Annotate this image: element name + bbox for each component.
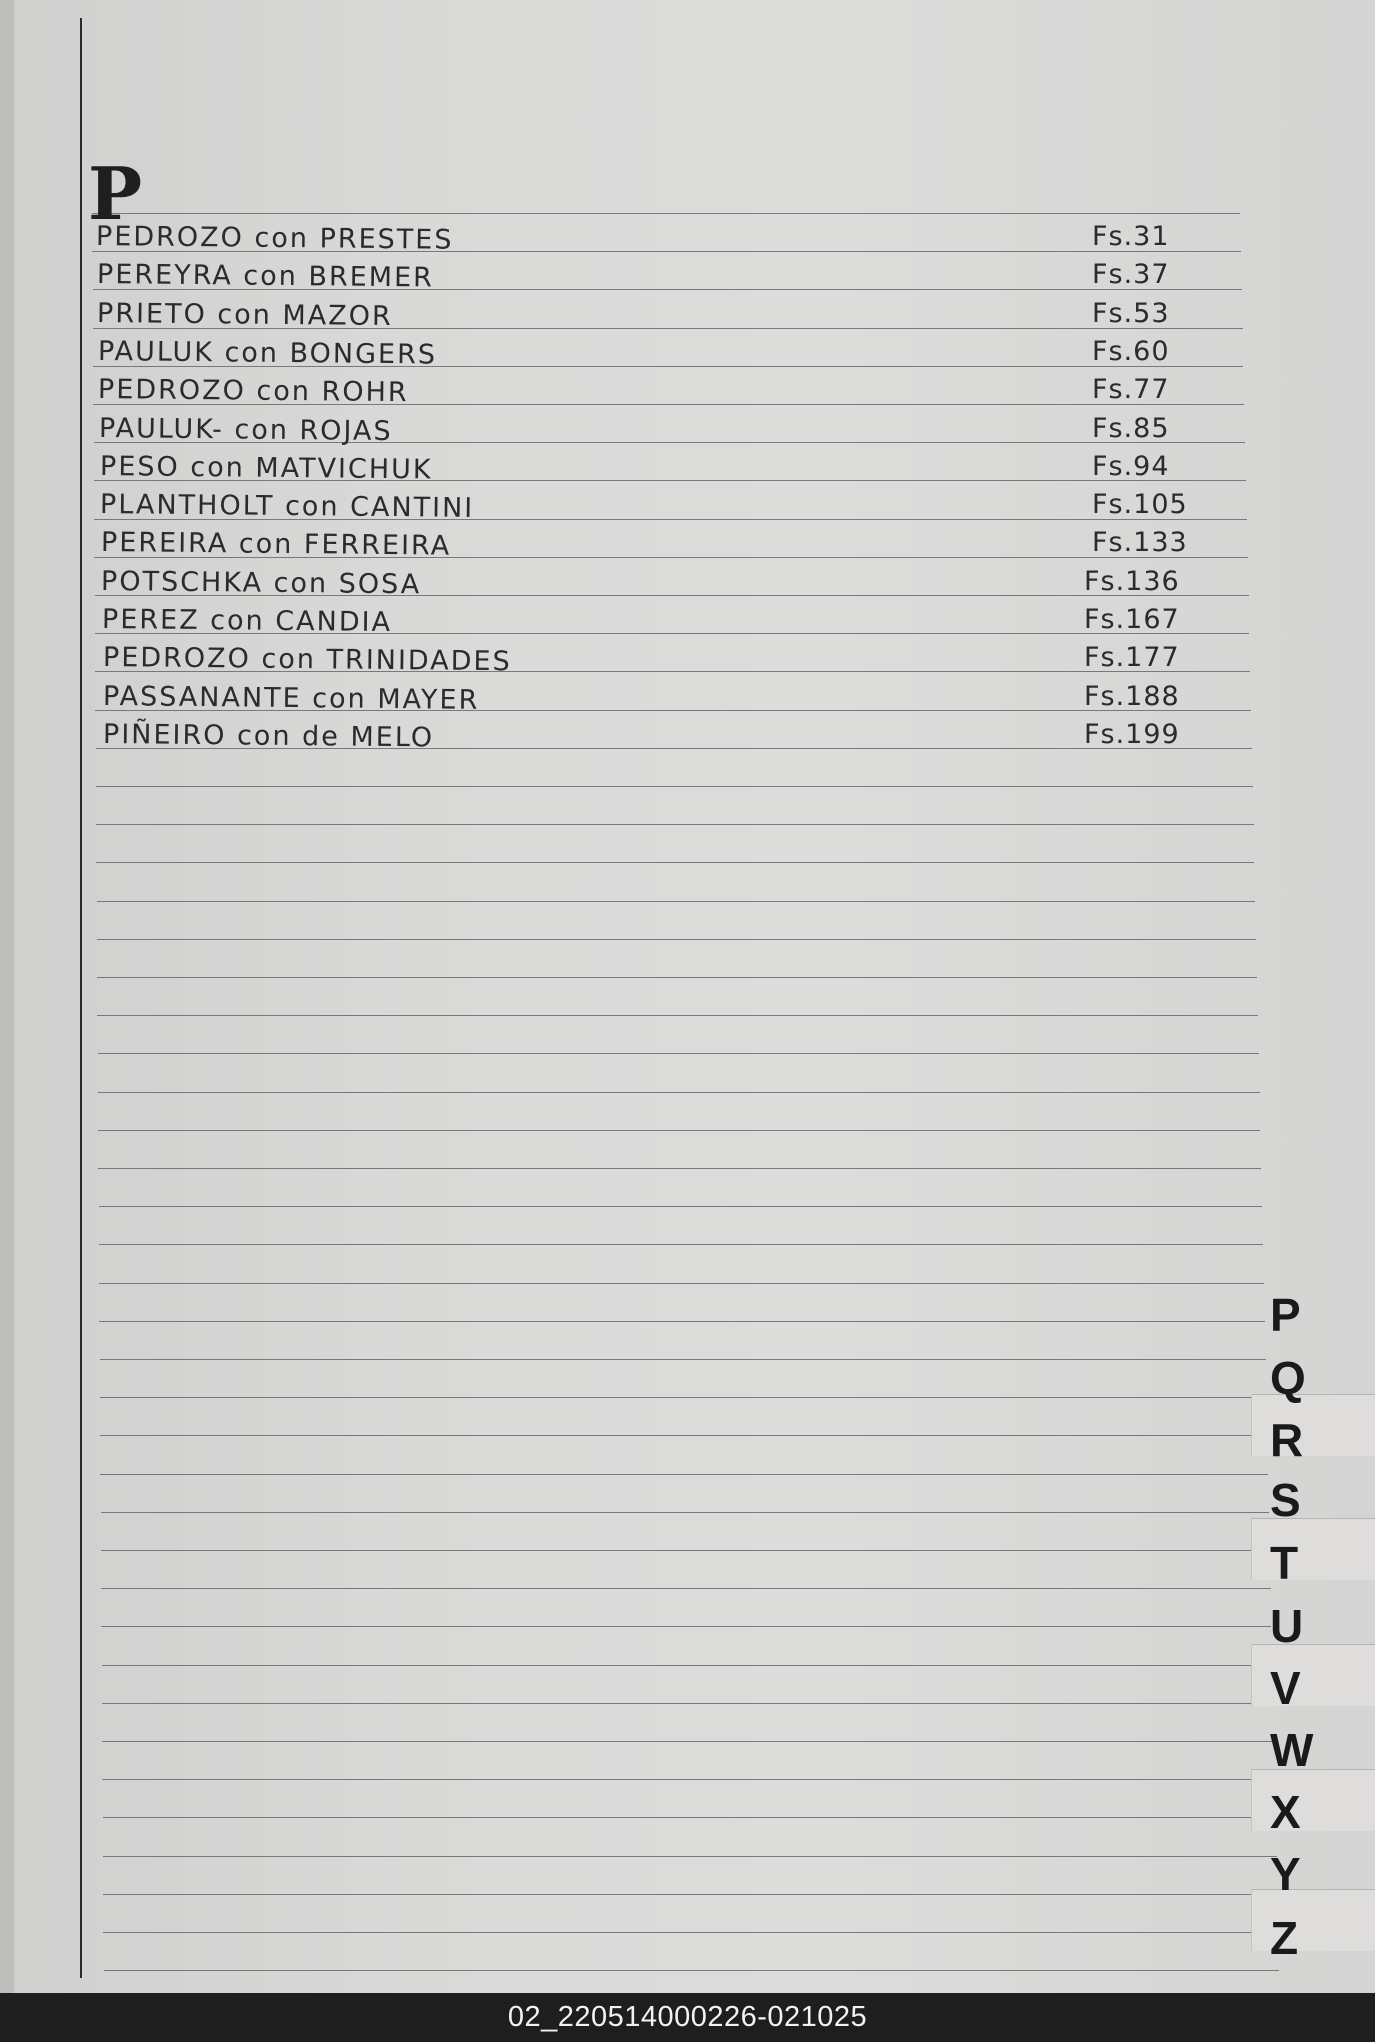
entry-folio: Fs.105 — [1092, 489, 1188, 520]
ruled-line — [103, 1894, 1277, 1895]
ruled-line — [97, 939, 1256, 940]
ruled-line — [100, 1435, 1267, 1436]
entry-name: PASSANANTE con MAYER — [103, 681, 480, 716]
ruled-line — [102, 1741, 1274, 1742]
ruled-line — [102, 1703, 1273, 1704]
alphabet-index-tabs — [1240, 1275, 1375, 1993]
ruled-line — [96, 862, 1254, 863]
page-edge — [0, 0, 14, 1993]
entry-folio: Fs.60 — [1092, 336, 1170, 367]
margin-line — [80, 18, 82, 1978]
index-tab-letter-y[interactable]: Y — [1270, 1848, 1301, 1900]
entry-folio: Fs.199 — [1084, 719, 1180, 750]
index-tab-letter-p[interactable]: P — [1270, 1289, 1301, 1341]
ruled-line — [98, 1053, 1259, 1054]
entry-name: PAULUK con BONGERS — [97, 336, 437, 371]
ruled-line — [101, 1588, 1271, 1589]
entry-name: PRIETO con MAZOR — [97, 298, 394, 333]
entry-folio: Fs.77 — [1092, 374, 1170, 405]
ruled-line — [99, 1206, 1263, 1207]
entry-name: PEDROZO con ROHR — [98, 374, 410, 409]
index-tab-letter-r[interactable]: R — [1270, 1414, 1304, 1466]
entry-name: PAULUK- con ROJAS — [98, 413, 393, 448]
index-tab-letter-q[interactable]: Q — [1270, 1352, 1306, 1404]
ruled-line — [103, 1817, 1276, 1818]
ruled-line — [92, 213, 1240, 214]
ruled-line — [100, 1474, 1268, 1475]
entry-name: PEDROZO con TRINIDADES — [102, 642, 512, 678]
ruled-line — [104, 1970, 1280, 1971]
ruled-line — [101, 1550, 1270, 1551]
index-tab-letter-s[interactable]: S — [1270, 1474, 1301, 1526]
ruled-line — [98, 1092, 1260, 1093]
index-tab-letter-z[interactable]: Z — [1270, 1912, 1299, 1964]
entry-folio: Fs.177 — [1084, 642, 1180, 673]
entry-name: PESO con MATVICHUK — [99, 451, 433, 486]
ruled-line — [103, 1932, 1278, 1933]
entry-folio: Fs.136 — [1084, 566, 1180, 597]
index-tab-letter-u[interactable]: U — [1270, 1600, 1304, 1652]
ruled-line — [97, 977, 1257, 978]
index-tab-letter-w[interactable]: W — [1270, 1724, 1314, 1776]
ruled-line — [97, 1015, 1258, 1016]
index-tab-letter-v[interactable]: V — [1270, 1662, 1301, 1714]
entry-folio: Fs.133 — [1092, 527, 1188, 558]
ruled-line — [101, 1512, 1269, 1513]
index-tab-letter-x[interactable]: X — [1270, 1786, 1301, 1838]
scan-id-footer: 02_220514000226-021025 — [0, 1993, 1375, 2042]
entry-folio: Fs.53 — [1092, 298, 1170, 329]
ruled-line — [99, 1283, 1264, 1284]
entry-folio: Fs.188 — [1084, 681, 1180, 712]
entry-name: PEDROZO con PRESTES — [95, 221, 454, 256]
entry-name: PEREIRA con FERREIRA — [100, 527, 452, 562]
ruled-line — [97, 901, 1256, 902]
entry-name: PLANTHOLT con CANTINI — [100, 489, 475, 524]
ruled-line — [100, 1359, 1266, 1360]
ruled-line — [101, 1626, 1271, 1627]
ruled-line — [98, 1168, 1261, 1169]
ruled-line — [96, 786, 1253, 787]
ruled-line — [99, 1244, 1263, 1245]
entry-folio: Fs.37 — [1092, 259, 1170, 290]
entry-name: PEREZ con CANDIA — [101, 604, 393, 639]
ruled-line — [102, 1779, 1275, 1780]
section-letter: P — [88, 151, 143, 236]
entry-folio: Fs.167 — [1084, 604, 1180, 635]
entry-folio: Fs.31 — [1092, 221, 1170, 252]
entry-folio: Fs.94 — [1092, 451, 1170, 482]
ruled-line — [102, 1665, 1273, 1666]
ruled-line — [99, 1321, 1264, 1322]
entry-folio: Fs.85 — [1092, 413, 1170, 444]
ruled-line — [100, 1397, 1267, 1398]
entry-name: POTSCHKA con SOSA — [101, 566, 422, 601]
ruled-line — [98, 1130, 1260, 1131]
entry-name: PEREYRA con BREMER — [96, 259, 434, 294]
entry-name: PIÑEIRO con de MELO — [103, 719, 435, 754]
ruled-line — [103, 1856, 1277, 1857]
ruled-line — [96, 824, 1254, 825]
index-tab-letter-t[interactable]: T — [1270, 1537, 1299, 1589]
